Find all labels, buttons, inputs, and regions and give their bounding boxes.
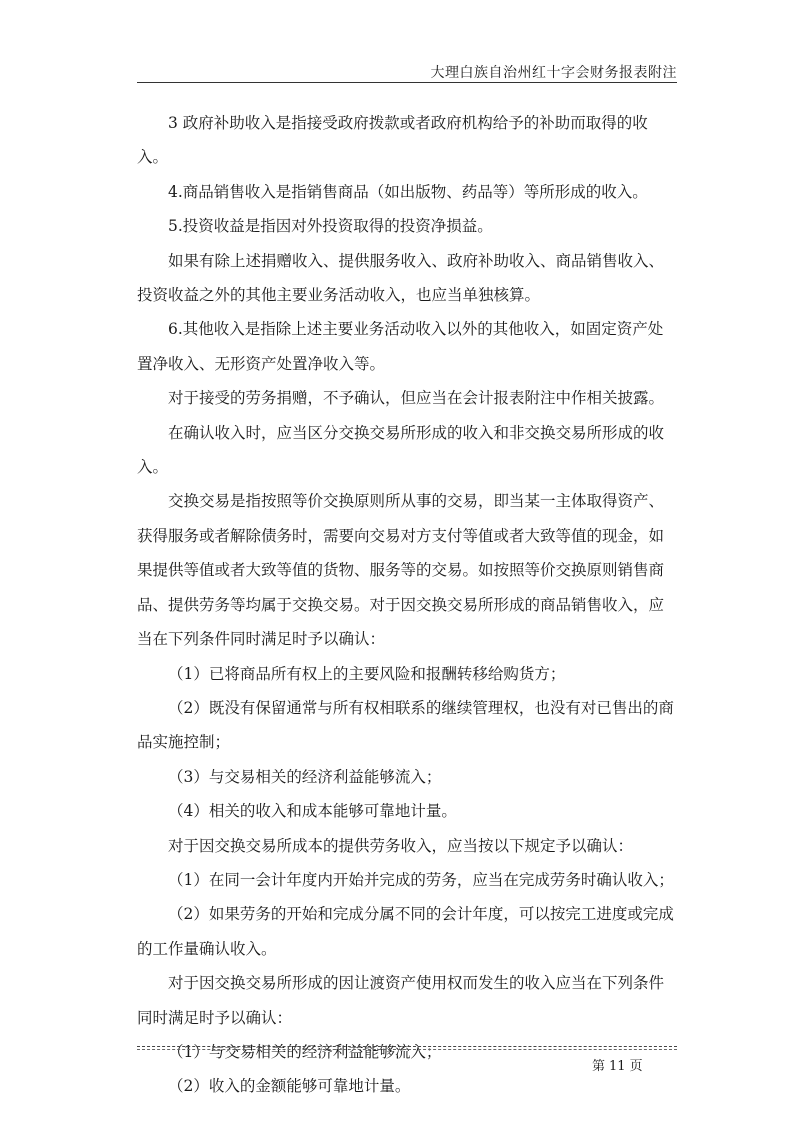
list-item: （2）如果劳务的开始和完成分属不同的会计年度，可以按完工进度或完成的工作量确认收入。 [137, 905, 674, 958]
paragraph: 在确认收入时，应当区分交换交易所形成的收入和非交换交易所形成的收入。 [137, 423, 665, 477]
paragraph: 对于因交换交易所成本的提供劳务收入，应当按以下规定予以确认： [168, 836, 634, 855]
paragraph: 对于接受的劳务捐赠，不予确认，但应当在会计报表附注中作相关披露。 [168, 389, 665, 408]
header-rule [137, 82, 677, 83]
list-item: （1）在同一会计年度内开始并完成的劳务，应当在完成劳务时确认收入； [168, 870, 674, 889]
list-item: （1）已将商品所有权上的主要风险和报酬转移给购货方； [168, 664, 566, 683]
list-item: （4）相关的收入和成本能够可靠地计量。 [168, 802, 457, 821]
paragraph: 5.投资收益是指因对外投资取得的投资净损益。 [168, 217, 493, 236]
paragraph: 对于因交换交易所形成的因让渡资产使用权而发生的收入应当在下列条件同时满足时予以确认： [137, 974, 665, 1027]
list-item: （3）与交易相关的经济利益能够流入； [168, 767, 442, 786]
paragraph: 4.商品销售收入是指销售商品（如出版物、药品等）等所形成的收入。 [168, 182, 648, 201]
footer-rule-secondary [137, 1049, 677, 1050]
paragraph: 如果有除上述捐赠收入、提供服务收入、政府补助收入、商品销售收入、投资收益之外的其他主要业务活动收入，也应当单独核算。 [137, 251, 665, 305]
list-item: （2）收入的金额能够可靠地计量。 [168, 1077, 411, 1096]
page-number-value: 11 [609, 1059, 626, 1074]
page-number [590, 1055, 677, 1074]
list-item: （1）与交易相关的经济利益能够流入； [168, 1042, 442, 1061]
page-header-title: 大理白族自治州红十字会财务报表附注 [430, 65, 677, 81]
list-item: （2）既没有保留通常与所有权相联系的继续管理权，也没有对已售出的商品实施控制； [137, 698, 674, 752]
page-number-prefix: 第 [592, 1059, 606, 1074]
paragraph: 6.其他收入是指除上述主要业务活动收入以外的其他收入，如固定资产处置净收入、无形资产处置净收入等。 [137, 320, 664, 373]
paragraph: 交换交易是指按照等价交换原则所从事的交易，即当某一主体取得资产、获得服务或者解除债务时，需要向交易对方支付等值或者大致等值的现金，如果提供等值或者大致等值的货物、服务等的交易。如按照等价交换原则销售商品、提供劳务等均属于交换交易。对于因交换交易所形成的商品销售收入，应当在下列条件同时满足时予以确认： [137, 492, 665, 649]
paragraph: 3 政府补助收入是指接受政府拨款或者政府机构给予的补助而取得的收入。 [137, 114, 648, 167]
page-number-suffix: 页 [629, 1059, 643, 1074]
footer-rule [137, 1046, 677, 1047]
document-body [137, 106, 677, 1104]
